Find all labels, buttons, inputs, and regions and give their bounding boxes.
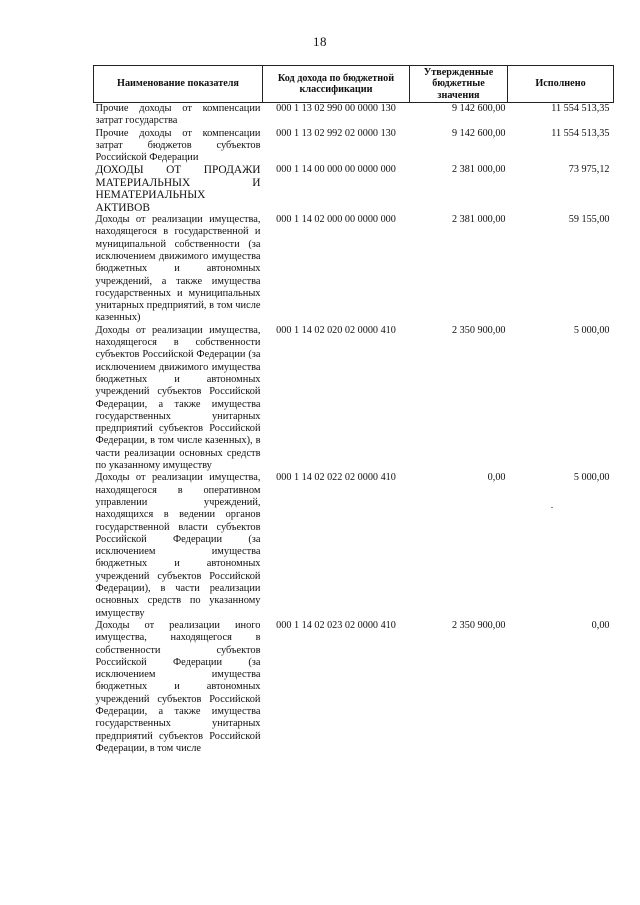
table-row (94, 164, 614, 214)
row-approved: 2 350 900,00 (452, 619, 506, 631)
row-code: 000 1 14 00 000 00 0000 000 (276, 164, 396, 176)
row-approved: 0,00 (487, 472, 506, 484)
row-name: ДОХОДЫ ОТ ПРОДАЖИ МАТЕРИАЛЬНЫХ И НЕМАТЕРИАЛЬНЫХ АКТИВОВ (95, 164, 261, 214)
row-executed: 11 554 513,35 (551, 103, 610, 114)
scan-speck (551, 507, 553, 508)
row-name: Доходы от реализации имущества, находящегося в собственности субъектов Российской Федерации (за исключением движимого имущества бюджетных и автономных учреждений субъектов Российской Федерации, а также имущества государственных унитарных предприятий субъектов Российской Федерации, в том числе казенных), в части реализации основных средств по указанному имуществу (95, 324, 261, 472)
row-code: 000 1 14 02 020 02 0000 410 (276, 324, 396, 336)
row-approved: 9 142 600,00 (452, 103, 506, 114)
row-approved: 2 350 900,00 (452, 324, 506, 336)
row-approved: 2 381 000,00 (452, 164, 506, 176)
table-row (94, 128, 614, 165)
row-executed: 73 975,12 (568, 164, 610, 176)
page-number: 18 (313, 34, 327, 49)
table-row (94, 103, 614, 128)
row-code: 000 1 13 02 990 00 0000 130 (276, 103, 396, 114)
row-approved: 9 142 600,00 (452, 127, 506, 139)
header-approved: Утвержденные бюджетные значения (410, 66, 508, 103)
table-row (94, 325, 614, 473)
table-row (94, 472, 614, 620)
revenue-table (93, 65, 614, 755)
header-executed: Исполнено (508, 66, 614, 103)
row-executed: 5 000,00 (573, 472, 610, 484)
row-approved: 2 381 000,00 (452, 214, 506, 226)
table-row (94, 620, 614, 755)
table-row (94, 214, 614, 325)
row-name: Доходы от реализации имущества, находящегося в государственной и муниципальной собственности (за исключением движимого имущества бюджетных и автономных учреждений, а также имущества государственных и муниципальных унитарных предприятий, в том числе казенных) (95, 214, 261, 324)
header-name: Наименование показателя (94, 66, 263, 103)
row-code: 000 1 13 02 992 02 0000 130 (276, 127, 396, 139)
row-name: Прочие доходы от компенсации затрат бюджетов субъектов Российской Федерации (95, 127, 261, 164)
row-executed: 11 554 513,35 (551, 127, 610, 139)
row-executed: 0,00 (591, 619, 610, 631)
row-code: 000 1 14 02 000 00 0000 000 (276, 214, 396, 226)
row-code: 000 1 14 02 023 02 0000 410 (276, 619, 396, 631)
row-name: Прочие доходы от компенсации затрат государства (95, 103, 261, 127)
row-executed: 5 000,00 (573, 324, 610, 336)
table-header-row (94, 66, 614, 103)
row-name: Доходы от реализации имущества, находящегося в оперативном управлении учреждений, находящихся в ведении органов государственной власти субъектов Российской Федерации (за исключением имущества бюджетных и автономных учреждений субъектов Российской Федерации), в части реализации основных средств по указанному имуществу (95, 472, 261, 619)
row-name: Доходы от реализации иного имущества, находящегося в собственности субъектов Российской Федерации (за исключением имущества бюджетных и автономных учреждений субъектов Российской Федерации, а также имущества государственных унитарных предприятий субъектов Российской Федерации, в том числе (95, 619, 261, 754)
header-code: Код дохода по бюджетной классификации (263, 66, 410, 103)
row-code: 000 1 14 02 022 02 0000 410 (276, 472, 396, 484)
row-executed: 59 155,00 (568, 214, 610, 226)
